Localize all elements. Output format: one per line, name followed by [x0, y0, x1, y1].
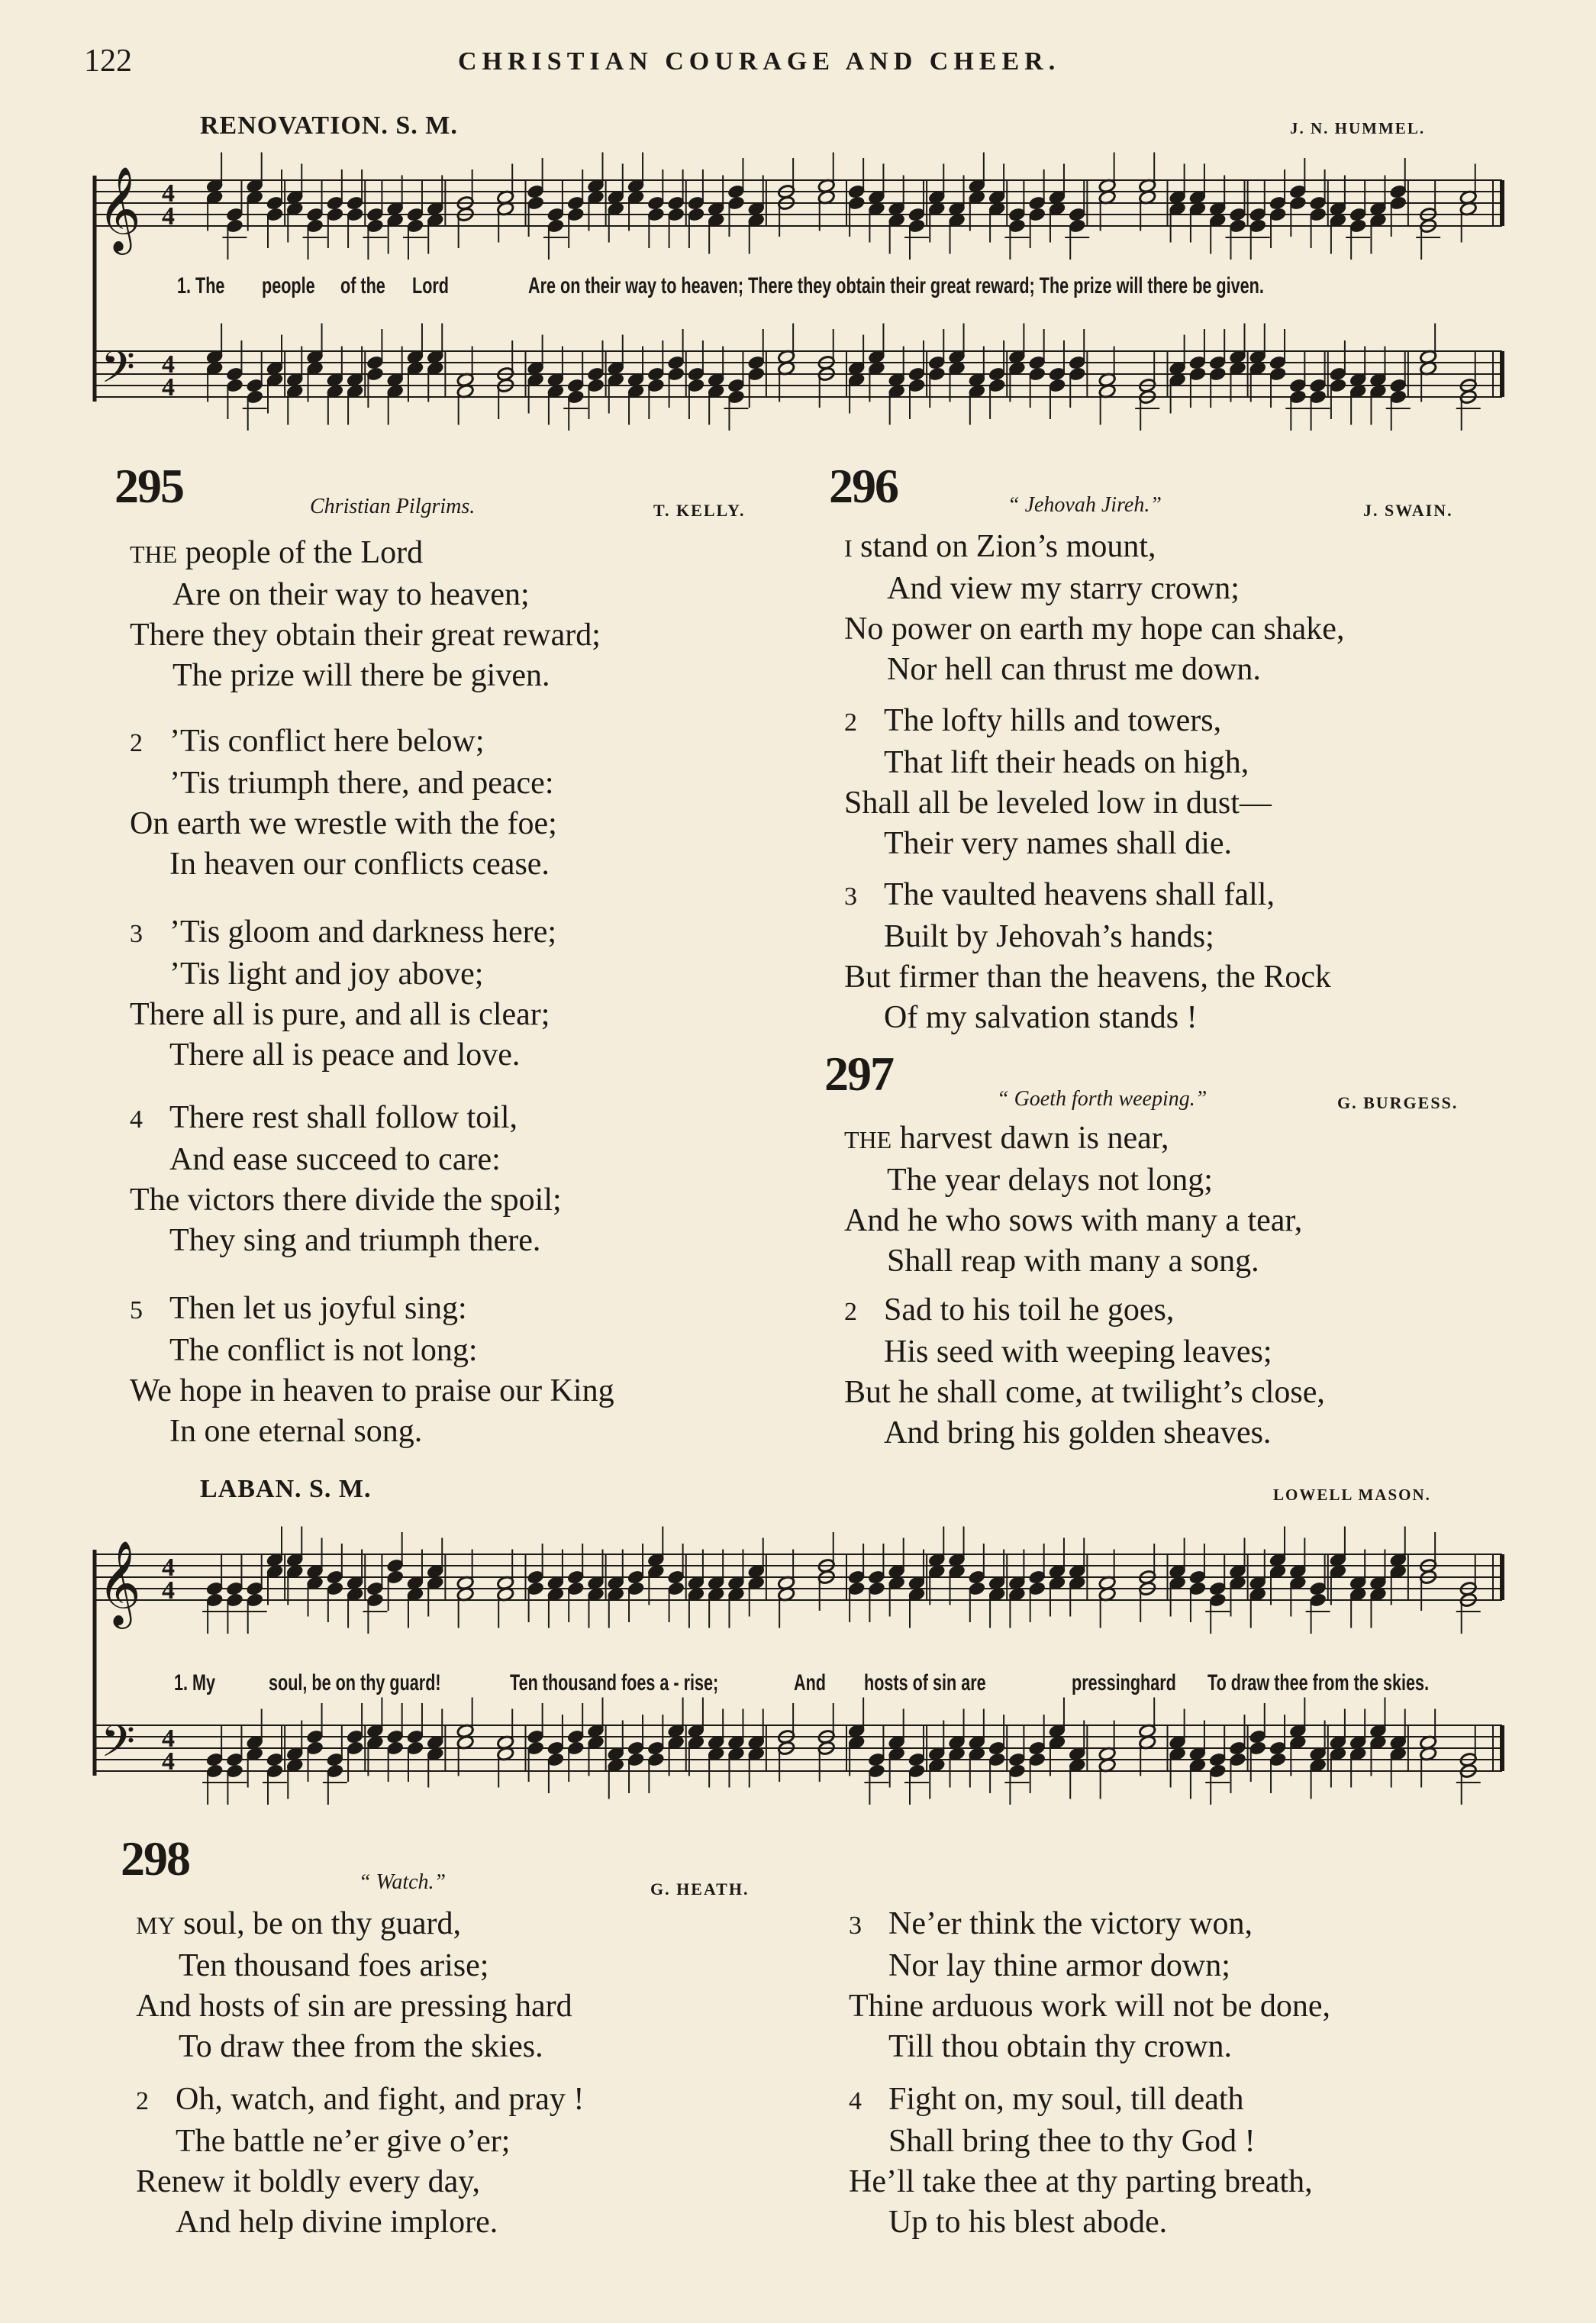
verse-line: There all is peace and love.: [169, 1037, 521, 1073]
verse-line: ’Tis light and joy above;: [169, 957, 484, 992]
lyric-underlay: of the: [340, 273, 385, 298]
svg-text:𝄞: 𝄞: [98, 166, 141, 251]
verse-line: And help divine implore.: [176, 2205, 498, 2240]
lyric-underlay: Are on their way to heaven; There they obtain their great reward; The prize will there be given.: [528, 273, 1264, 298]
stanza: [849, 1904, 1330, 2067]
stanza-number: 2: [844, 708, 857, 737]
verse-line: Shall bring thee to thy God !: [888, 2124, 1256, 2159]
lyric-underlay: To draw thee from the skies.: [1207, 1670, 1430, 1695]
verse-line: Nor hell can thrust me down.: [887, 652, 1261, 687]
verse-line: And ease succeed to care:: [169, 1142, 501, 1177]
hymn-title: “ Watch.”: [359, 1870, 447, 1894]
hymn-title: Christian Pilgrims.: [310, 495, 476, 518]
verse-line: And he who sows with many a tear,: [844, 1203, 1303, 1238]
verse-line: The victors there divide the spoil;: [130, 1182, 562, 1218]
hymn-author: G. HEATH.: [650, 1879, 750, 1899]
verse-line: Ten thousand foes arise;: [179, 1948, 489, 1983]
stanza-number: 3: [849, 1912, 862, 1940]
verse-line: The year delays not long;: [887, 1163, 1213, 1198]
lyric-underlay: soul, be on thy guard!: [269, 1670, 441, 1695]
stanza: [849, 2079, 1313, 2243]
svg-text:4: 4: [162, 373, 175, 402]
verse-line: There all is pure, and all is clear;: [130, 997, 550, 1032]
verse-line: In heaven our conflicts cease.: [169, 847, 550, 882]
verse-line: His seed with weeping leaves;: [884, 1334, 1272, 1370]
verse-line: We hope in heaven to praise our King: [130, 1373, 614, 1408]
verse-line: Shall all be leveled low in dust—: [844, 786, 1272, 821]
tune-composer: LOWELL MASON.: [1273, 1486, 1431, 1504]
verse-line: Renew it boldly every day,: [136, 2164, 480, 2199]
verse-line: There they obtain their great reward;: [130, 618, 601, 653]
stanza-first-word: MY: [136, 1912, 176, 1939]
verse-line: Shall reap with many a song.: [887, 1244, 1259, 1279]
verse-line: Are on their way to heaven;: [172, 577, 530, 612]
verse-line: Oh, watch, and fight, and pray !: [176, 2082, 585, 2117]
svg-text:𝄞: 𝄞: [98, 1540, 141, 1625]
stanza: [130, 1098, 562, 1261]
verse-line: Till thou obtain thy crown.: [888, 2029, 1232, 2064]
tune-composer: J. N. HUMMEL.: [1290, 119, 1426, 137]
stanza-first-word: I: [844, 534, 853, 562]
stanza: [844, 875, 1331, 1038]
svg-text:4: 4: [162, 1554, 175, 1582]
lyric-underlay: And: [794, 1670, 826, 1695]
stanza-number: 3: [130, 920, 143, 948]
verse-line: That lift their heads on high,: [884, 745, 1249, 780]
stanza-first-word: THE: [844, 1126, 892, 1153]
hymn-number: 295: [114, 459, 183, 513]
verse-line: The conflict is not long:: [169, 1333, 478, 1368]
stanza-first-word: THE: [130, 540, 178, 568]
verse-line: But he shall come, at twilight’s close,: [844, 1375, 1325, 1410]
tune-name: RENOVATION. S. M.: [200, 111, 458, 140]
verse-line: ’Tis triumph there, and peace:: [169, 766, 554, 801]
stanza: [844, 527, 1344, 690]
lyric-underlay: people: [262, 273, 315, 298]
verse-line: And view my starry crown;: [887, 571, 1240, 606]
verse-line: He’ll take thee at thy parting breath,: [849, 2164, 1313, 2199]
verse-line: people of the Lord: [185, 535, 424, 570]
verse-line: The lofty hills and towers,: [884, 703, 1222, 738]
verse-line: Of my salvation stands !: [884, 1000, 1198, 1035]
tune-name: LABAN. S. M.: [200, 1475, 372, 1503]
stanza: [136, 2079, 584, 2243]
svg-text:4: 4: [162, 1725, 175, 1753]
verse-line: No power on earth my hope can shake,: [844, 611, 1345, 647]
stanza-number: 2: [130, 729, 143, 757]
verse-line: stand on Zion’s mount,: [860, 529, 1156, 564]
stanza-number: 5: [130, 1296, 143, 1324]
verse-line: The vaulted heavens shall fall,: [884, 877, 1275, 912]
lyric-underlay: 1. My: [174, 1670, 216, 1695]
verse-line: ’Tis gloom and darkness here;: [169, 915, 557, 950]
stanza: [130, 1289, 614, 1452]
lyric-underlay: hosts of sin are: [864, 1670, 986, 1695]
page-number: 122: [84, 44, 132, 79]
verse-line: soul, be on thy guard,: [183, 1906, 462, 1941]
verse-line: Nor lay thine armor down;: [888, 1948, 1230, 1983]
verse-line: Sad to his toil he goes,: [884, 1292, 1175, 1328]
hymn-title: “ Goeth forth weeping.”: [997, 1087, 1207, 1111]
verse-line: To draw thee from the skies.: [179, 2029, 543, 2064]
lyric-underlay: hard: [1140, 1670, 1176, 1695]
svg-text:𝄢: 𝄢: [101, 341, 136, 404]
stanza-number: 3: [844, 882, 857, 911]
hymn-number: 296: [829, 459, 898, 513]
verse-line: In one eternal song.: [169, 1414, 423, 1449]
svg-text:4: 4: [162, 202, 175, 231]
verse-line: harvest dawn is near,: [899, 1121, 1169, 1156]
hymn-author: T. KELLY.: [653, 501, 746, 520]
hymn-number: 297: [824, 1047, 893, 1101]
stanza-number: 2: [136, 2087, 149, 2115]
verse-line: They sing and triumph there.: [169, 1223, 541, 1258]
svg-text:4: 4: [162, 1747, 175, 1776]
stanza-number: 4: [130, 1105, 143, 1134]
verse-line: Thine arduous work will not be done,: [849, 1989, 1331, 2024]
verse-line: The prize will there be given.: [172, 658, 550, 693]
stanza: [130, 533, 601, 696]
stanza: [136, 1904, 572, 2067]
lyric-underlay: pressing: [1072, 1670, 1141, 1695]
stanza-number: 2: [844, 1298, 857, 1326]
running-head: CHRISTIAN COURAGE AND CHEER.: [458, 47, 1061, 76]
lyric-underlay: Lord: [412, 273, 449, 298]
hymn-number: 298: [121, 1831, 189, 1886]
stanza: [844, 1290, 1325, 1453]
verse-line: ’Tis conflict here below;: [169, 724, 485, 759]
stanza: [130, 721, 557, 885]
hymn-author: J. SWAIN.: [1363, 501, 1453, 520]
verse-line: On earth we wrestle with the foe;: [130, 806, 557, 841]
verse-line: Their very names shall die.: [884, 826, 1233, 861]
stanza: [844, 701, 1272, 864]
stanza: [130, 912, 556, 1076]
verse-line: Built by Jehovah’s hands;: [884, 919, 1214, 954]
stanza: [844, 1118, 1302, 1282]
verse-line: There rest shall follow toil,: [169, 1100, 518, 1135]
stanza-number: 4: [849, 2087, 862, 2115]
hymn-title: “ Jehovah Jireh.”: [1008, 493, 1162, 517]
svg-text:4: 4: [162, 1576, 175, 1605]
verse-line: But firmer than the heavens, the Rock: [844, 960, 1331, 995]
svg-text:4: 4: [162, 350, 175, 379]
verse-line: Then let us joyful sing:: [169, 1291, 467, 1326]
hymn-author: G. BURGESS.: [1337, 1093, 1459, 1112]
lyric-underlay: 1. The: [177, 273, 225, 298]
music-system-renovation: [90, 145, 1511, 458]
verse-line: Up to his blest abode.: [888, 2205, 1168, 2240]
verse-line: And hosts of sin are pressing hard: [136, 1989, 572, 2024]
lyric-underlay: Ten thousand foes a - rise;: [510, 1670, 719, 1695]
verse-line: Ne’er think the victory won,: [888, 1906, 1253, 1941]
verse-line: Fight on, my soul, till death: [888, 2082, 1244, 2117]
svg-text:𝄢: 𝄢: [101, 1715, 136, 1778]
svg-text:4: 4: [162, 179, 175, 208]
verse-line: And bring his golden sheaves.: [884, 1415, 1272, 1450]
verse-line: The battle ne’er give o’er;: [176, 2124, 511, 2159]
